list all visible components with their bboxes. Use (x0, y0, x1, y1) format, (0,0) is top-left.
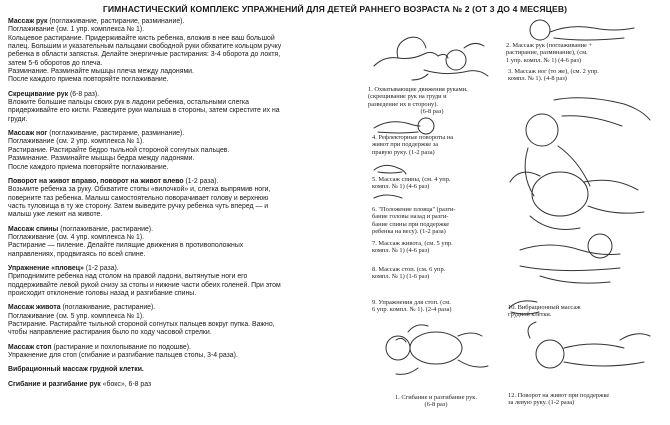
text-line: Возьмите ребенка за руку. Обхватите стопы «вилочкой» и, слегка выпрямив ноги, (8, 186, 271, 194)
section-back-massage (8, 226, 360, 259)
text-line: затем 5-6 оборотов до плеча. (8, 59, 103, 67)
section-subheading: (поглаживание, растирание). (58, 225, 153, 233)
caption-9: 9. Упражнения для стоп. (см. 6 упр. компл. № 1). (2-4 раза) (372, 299, 452, 314)
caption-2: 2. Массаж рук (поглаживание + растирание, разминание), (см. 1 упр. компл. № 1) (4-6 раз) (506, 42, 593, 64)
text-line: Поглаживание (см. 5 упр. комплекса № 1). (8, 312, 145, 320)
text-line: ребенка в области запястья. Делайте энергичные растирания: 3-4 оборота до локтя, (8, 51, 281, 59)
section-foot-massage (8, 344, 360, 361)
section-heading: Упражнение «пловец» (8, 264, 84, 272)
section-heading: Вибрационный массаж грудной клетки. (8, 366, 144, 374)
text-line: Поглаживание (см. 1 упр. комплекса № 1). (8, 26, 145, 34)
section-subheading: (1-2 раза). (183, 177, 219, 185)
caption-7: 7. Массаж живота, (см. 5 упр. компл. № 1) (4-6 раз) (372, 240, 453, 255)
text-line: малыш уже лежит на животе. (8, 211, 103, 219)
illustration-back-massage (370, 158, 410, 176)
section-heading: Скрещивание рук (8, 90, 69, 98)
illustration-turn-left (510, 318, 660, 386)
section-subheading: (поглаживание, растирание). (60, 304, 156, 312)
section-swimmer (8, 265, 360, 298)
text-line: Кольцевое растирание. Придерживайте кисть ребенка, вложив в нее ваш большой (8, 34, 275, 42)
text-line: груди. (8, 115, 28, 123)
caption-11: 1. Сгибание и разгибание рук. (6-8 раз) (394, 394, 478, 409)
section-subheading: (растирание и похлопывание по подошве). (51, 343, 191, 351)
section-arm-massage (8, 18, 360, 85)
caption-3: 3. Массаж ног (то же), (см. 2 упр. компл. № 1). (4-8 раз) (508, 68, 599, 83)
section-heading: Массаж стоп (8, 343, 52, 351)
text-line: Разминание. Разминайте мышцы бедра между ладонями. (8, 155, 195, 163)
text-line: Растирание. Растирайте тыльной стороной согнутых пальцев вокруг пупка. Важно, (8, 321, 275, 328)
text-line: После каждого приема повторяйте поглаживание. (8, 163, 169, 171)
section-heading: Поворот на живот вправо, поворот на живот влево (8, 177, 184, 185)
text-line: После каждого приема повторяйте поглаживание. (8, 76, 169, 84)
text-line: Поглаживание (см. 4 упр. комплекса № 1). (8, 233, 145, 241)
text-line: чтобы направление растирания было по ходу часовой стрелки. (8, 329, 212, 337)
illustration-swimmer (370, 190, 410, 204)
caption-10: 10. Вибрационный массаж грудной клетки. (508, 304, 581, 319)
caption-8: 8. Массаж стоп. (см. 6 упр. компл. № 1) (1-6 раз) (372, 266, 446, 281)
section-heading: Сгибание и разгибание рук (8, 380, 101, 388)
section-leg-massage (8, 130, 360, 172)
section-vibration-massage (8, 366, 360, 374)
section-crossing-arms (8, 91, 360, 124)
illustration-arm-flexion (372, 318, 500, 390)
section-subheading: (6-8 раз). (68, 90, 100, 98)
text-line: часть туловища в ту же сторону. Затем выведите ручку ребенка чуть вперед — и (8, 202, 269, 210)
caption-5: 5. Массаж спины, (см. 4 упр. компл. № 1) (4-6 раз) (372, 176, 451, 191)
section-heading: Массаж живота (8, 304, 61, 312)
instructions-column (8, 18, 360, 395)
text-line: происходит отклонение головы назад и разгибание спины. (8, 289, 197, 297)
section-belly-massage (8, 304, 360, 337)
section-subheading: (поглаживание, растирание, разминание). (47, 18, 185, 25)
caption-1: 1. Охватывающие движения руками. (скрещивание рук на груди и разведение их в сторону). (6-8 раз) (368, 86, 468, 115)
text-line: придерживайте его кисти. Разведите руки малыша в стороны, затем скрестите их на (8, 107, 280, 115)
illustration-arm-massage (520, 14, 640, 44)
section-arm-flexion (8, 381, 360, 389)
section-heading: Массаж спины (8, 225, 59, 233)
caption-12: 12. Поворот на живот при поддержке за левую руку. (1-2 раза) (508, 392, 610, 407)
text-line: направлениях, продвигаясь по всей спине. (8, 250, 146, 258)
section-heading: Массаж рук (8, 18, 48, 25)
caption-6: 6. "Положение пловца" (разги- бание головы назад и разги- бание спины при поддержке ребенка на весу). (1-2 раза) (372, 206, 456, 235)
caption-4: 4. Рефлекторные повороты на живот при поддержке за правую руку. (1-2 раза) (372, 134, 454, 156)
page-title: ГИМНАСТИЧЕСКИЙ КОМПЛЕКС УПРАЖНЕНИЙ ДЛЯ ДЕТЕЙ РАННЕГО ВОЗРАСТА № 2 (ОТ 3 ДО 4 МЕСЯЦЕВ) (102, 4, 568, 14)
text-line: Поглаживание (см. 2 упр. комплекса № 1). (8, 138, 145, 146)
text-line: Разминание. Разминайте мышцы плеча между ладонями. (8, 68, 194, 76)
section-subheading: «бокс», 6-8 раз (100, 380, 152, 388)
text-line: Упражнение для стоп (сгибание и разгибание пальцев стопы, 3-4 раза). (8, 352, 238, 360)
text-line: Растирание — пиление. Делайте пилящие движения в противоположных (8, 242, 244, 250)
text-line: поддерживайте левой рукой снизу за стопы и нижние части обеих голеней. При этом (8, 281, 281, 289)
section-heading: Массаж ног (8, 130, 48, 138)
section-subheading: (1-2 раза). (83, 264, 119, 272)
text-line: Вложите большие пальцы своих рук в ладони ребенка, остальными слегка (8, 99, 249, 107)
section-subheading: (поглаживание, растирание, разминание). (47, 130, 185, 138)
illustration-leg-massage (500, 90, 660, 295)
illustration-arm-crossing (368, 26, 496, 84)
section-turn-on-belly (8, 178, 360, 220)
text-line: поверните таз ребенка. Малыш самостоятельно поворачивает голову и верхнюю (8, 194, 269, 202)
text-line: палец. Большим и указательным пальцами свободной руки обхватите кольцом ручку (8, 43, 282, 51)
text-line: Приподнимите ребенка над столом на правой ладони, вытянутые ноги его (8, 273, 248, 281)
text-line: Растирание. Растирайте бедро тыльной стороной согнутых пальцев. (8, 146, 230, 154)
